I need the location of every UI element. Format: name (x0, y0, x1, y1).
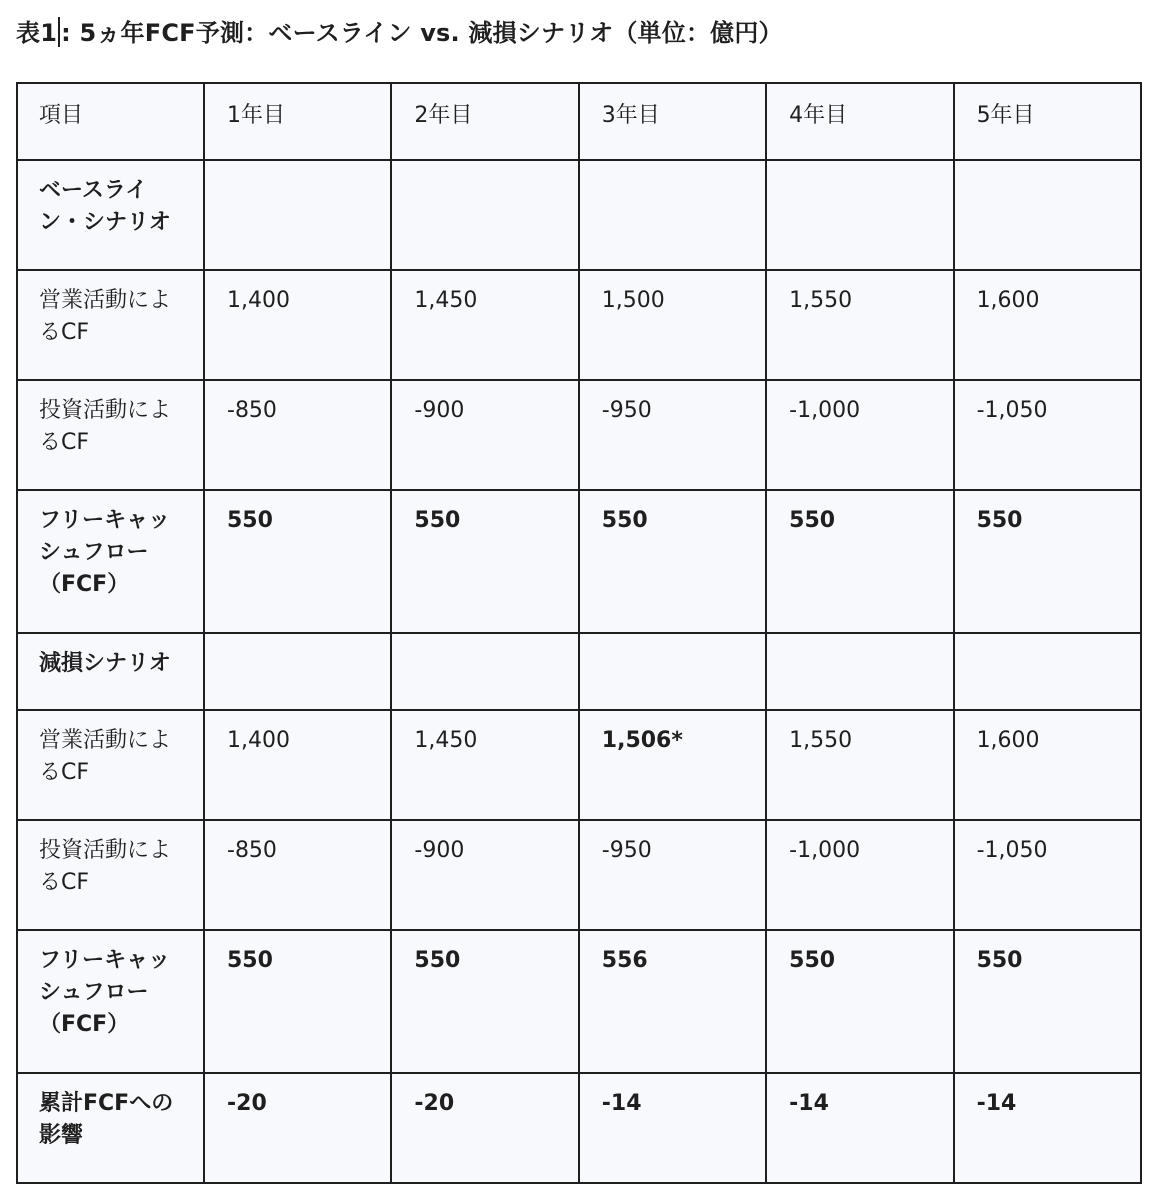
table-row-impairment-fcf (17, 930, 1141, 1073)
table-cell: 1,500 (579, 270, 766, 380)
table-cell: 556 (579, 930, 766, 1073)
table-cell (766, 160, 953, 270)
header-cell-year-4: 4年目 (766, 83, 953, 160)
table-row-baseline-operating-cf (17, 270, 1141, 380)
table-cell (954, 633, 1141, 710)
row-label-impairment-section: 減損シナリオ (17, 633, 204, 710)
fcf-forecast-table (16, 82, 1142, 1184)
table-cell: -850 (204, 820, 391, 930)
table-cell (391, 160, 578, 270)
table-cell: 1,400 (204, 270, 391, 380)
table-cell: 1,600 (954, 270, 1141, 380)
table-row-impairment-investing-cf (17, 820, 1141, 930)
table-cell (204, 160, 391, 270)
table-row-impairment-operating-cf (17, 710, 1141, 820)
table-row-cumulative-impact (17, 1073, 1141, 1183)
table-row-baseline-fcf (17, 490, 1141, 633)
table-cell: -950 (579, 820, 766, 930)
table-cell: -20 (204, 1073, 391, 1183)
table-cell: 1,600 (954, 710, 1141, 820)
table-cell (579, 633, 766, 710)
table-cell: -900 (391, 820, 578, 930)
table-cell: 550 (579, 490, 766, 633)
row-label-operating-cf: 営業活動によるCF (17, 270, 204, 380)
table-row-impairment-section (17, 633, 1141, 710)
row-label-fcf: フリーキャッシュフロー（FCF） (17, 930, 204, 1073)
header-cell-year-3: 3年目 (579, 83, 766, 160)
row-label-cumulative-impact: 累計FCFへの影響 (17, 1073, 204, 1183)
table-cell: 550 (766, 930, 953, 1073)
table-cell (204, 633, 391, 710)
table-cell: 550 (204, 930, 391, 1073)
table-cell: 550 (391, 490, 578, 633)
table-cell: 1,450 (391, 270, 578, 380)
row-label-fcf: フリーキャッシュフロー（FCF） (17, 490, 204, 633)
header-cell-item: 項目 (17, 83, 204, 160)
table-cell: -1,000 (766, 820, 953, 930)
table-cell: -900 (391, 380, 578, 490)
table-cell: 1,450 (391, 710, 578, 820)
table-cell: 550 (391, 930, 578, 1073)
header-cell-year-5: 5年目 (954, 83, 1141, 160)
table-cell: 550 (954, 490, 1141, 633)
table-cell: 1,550 (766, 710, 953, 820)
table-cell: -850 (204, 380, 391, 490)
row-label-investing-cf: 投資活動によるCF (17, 820, 204, 930)
table-cell (766, 633, 953, 710)
table-cell: 550 (954, 930, 1141, 1073)
table-cell: -20 (391, 1073, 578, 1183)
row-label-investing-cf: 投資活動によるCF (17, 380, 204, 490)
table-cell: -14 (766, 1073, 953, 1183)
table-caption (16, 14, 783, 52)
table-cell: -950 (579, 380, 766, 490)
header-cell-year-1: 1年目 (204, 83, 391, 160)
header-cell-year-2: 2年目 (391, 83, 578, 160)
table-cell (391, 633, 578, 710)
table-cell (579, 160, 766, 270)
row-label-operating-cf: 営業活動によるCF (17, 710, 204, 820)
table-cell: -14 (954, 1073, 1141, 1183)
table-cell (954, 160, 1141, 270)
table-cell: -1,050 (954, 820, 1141, 930)
table-cell: -14 (579, 1073, 766, 1183)
table-cell: -1,000 (766, 380, 953, 490)
table-cell: 550 (766, 490, 953, 633)
table-cell: 1,400 (204, 710, 391, 820)
table-caption-text: : 5ヵ年FCF予測：ベースライン vs. 減損シナリオ（単位：億円） (61, 19, 783, 47)
table-caption-prefix: 表1 (16, 19, 58, 47)
table-cell: 550 (204, 490, 391, 633)
table-header-row (17, 83, 1141, 160)
table-row-baseline-section (17, 160, 1141, 270)
text-cursor (58, 17, 60, 47)
table-cell: 1,550 (766, 270, 953, 380)
table-row-baseline-investing-cf (17, 380, 1141, 490)
table-cell-highlighted: 1,506* (579, 710, 766, 820)
row-label-baseline-section: ベースライン・シナリオ (17, 160, 204, 270)
table-cell: -1,050 (954, 380, 1141, 490)
